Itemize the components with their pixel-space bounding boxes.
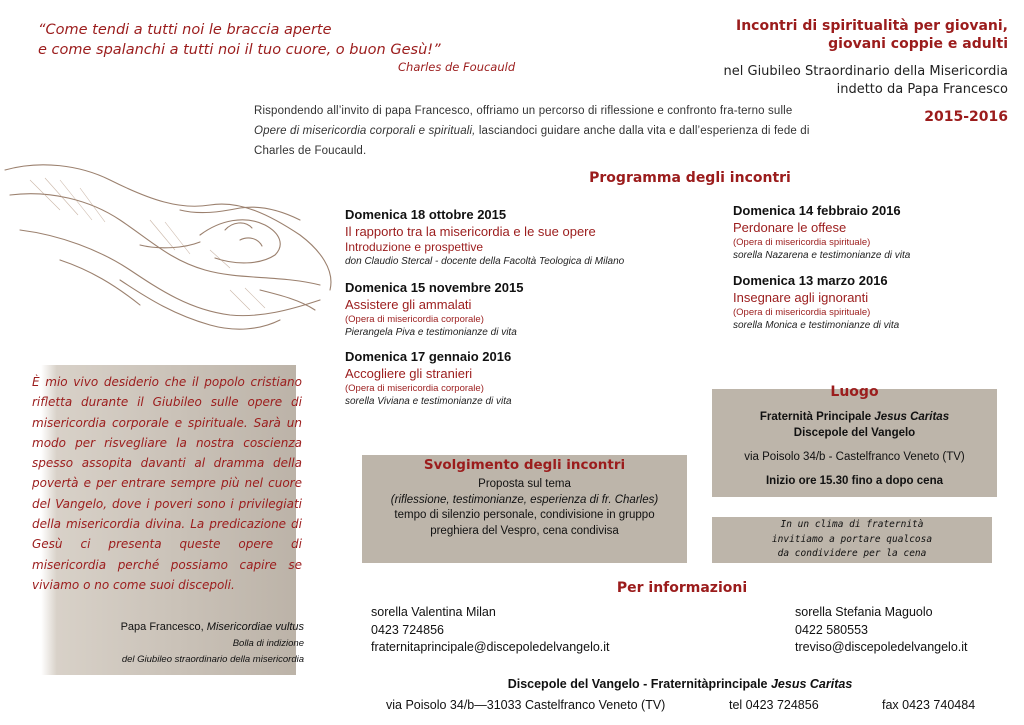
footer-org-a: Discepole del Vangelo - Fraternitàprincipale	[507, 677, 771, 691]
title-line-2: giovani coppie e adulti	[828, 36, 1008, 52]
event-subtitle: (Opera di misericordia spirituale)	[733, 237, 871, 248]
intro-part-2: lasciandoci guidare anche dalla vita e dall’esperienza di fede di Charles de Foucauld.	[254, 125, 810, 157]
event-date: Domenica 14 febbraio 2016	[733, 203, 901, 218]
svolgimento-text	[362, 477, 687, 539]
info-heading: Per informazioni	[616, 580, 748, 596]
luogo-name-a: Fraternità Principale	[759, 411, 875, 423]
quote-line-1: Come tendi a tutti noi le braccia aperte	[45, 22, 332, 38]
luogo-name-b: Jesus Caritas	[874, 411, 950, 423]
event-subtitle: (Opera di misericordia corporale)	[345, 383, 484, 394]
event-4	[733, 202, 1003, 263]
signature-work: Misericordiae vultus	[206, 621, 304, 633]
title-line-1: Incontri di spiritualità per giovani,	[736, 18, 1008, 34]
footer-organization	[300, 677, 1024, 691]
clima-line-2: invitiamo a portare qualcosa	[771, 533, 933, 545]
hands-illustration	[0, 150, 340, 340]
luogo-text	[712, 409, 997, 489]
event-3	[345, 348, 665, 409]
event-speaker: sorella Nazarena e testimonianze di vita	[733, 250, 911, 261]
event-5	[733, 272, 1003, 333]
years: 2015-2016	[924, 109, 1008, 125]
contact-name: sorella Valentina Milan	[371, 605, 496, 619]
footer-org-b: Jesus Caritas	[770, 677, 853, 691]
svolgimento-line-1: Proposta sul tema	[478, 478, 571, 490]
contact-phone: 0422 580553	[795, 622, 868, 637]
event-date: Domenica 15 novembre 2015	[345, 280, 524, 295]
event-title: Accogliere gli stranieri	[345, 366, 473, 381]
event-date: Domenica 17 gennaio 2016	[345, 349, 512, 364]
contact-1	[371, 604, 610, 657]
pope-quote: È mio vivo desiderio che il popolo cristiano rifletta durante il Giubileo sulle opere di misericordia corporale e spirituale. Sarà un modo per risvegliare la nostra coscienza spesso assopita davanti al dramma della povertà e per entrare sempre più nel cuore del Vangelo, dove i poveri sono i privilegiati della misericordia divina. La predicazione di Gesù ci presenta queste opere di misericordia perché possiamo capire se viviamo o no come suoi discepoli.	[32, 375, 302, 592]
subtitle-line-1: nel Giubileo Straordinario della Misericordia	[723, 64, 1008, 79]
subtitle	[688, 63, 1008, 99]
clima-line-3: da condividere per la cena	[777, 548, 927, 559]
signature-line-3: del Giubileo straordinario della misericordia	[121, 654, 304, 665]
subtitle-line-2: indetto da Papa Francesco	[836, 82, 1008, 97]
quote-line-2: e come spalanchi a tutti noi il tuo cuore, o buon Gesù!”	[38, 42, 441, 58]
luogo-time: Inizio ore 15.30 fino a dopo cena	[765, 475, 943, 487]
svolgimento-line-3: tempo di silenzio personale, condivisione in gruppo	[394, 509, 655, 521]
event-title: Il rapporto tra la misericordia e le sue opere	[345, 224, 596, 239]
signature-name: Papa Francesco,	[120, 621, 207, 633]
event-title: Perdonare le offese	[733, 220, 847, 235]
event-speaker: Pierangela Piva e testimonianze di vita	[345, 327, 517, 338]
event-2	[345, 279, 665, 340]
contact-name: sorella Stefania Maguolo	[795, 605, 933, 619]
event-speaker: don Claudio Stercal - docente della Facoltà Teologica di Milano	[345, 256, 625, 267]
event-1	[345, 206, 665, 269]
event-subtitle: (Opera di misericordia corporale)	[345, 314, 484, 325]
opening-quote	[38, 20, 458, 60]
page-title	[688, 17, 1008, 53]
quote-author: Charles de Foucauld	[398, 60, 516, 74]
pope-quote-signature	[60, 618, 304, 668]
event-subtitle: Introduzione e prospettive	[345, 240, 484, 254]
footer-tel: tel 0423 724856	[729, 698, 819, 712]
luogo-heading: Luogo	[830, 384, 879, 400]
contact-2	[795, 604, 968, 657]
footer-fax: fax 0423 740484	[882, 698, 976, 712]
contact-phone: 0423 724856	[371, 622, 444, 637]
intro-part-1: Rispondendo all’invito di papa Francesco, offriamo un percorso di riflessione e confronto fra-terno sulle	[254, 105, 793, 117]
svolgimento-line-4: preghiera del Vespro, cena condivisa	[430, 524, 619, 537]
svolgimento-line-2: (riflessione, testimonianze, esperienza di fr. Charles)	[390, 493, 659, 506]
clima-line-1: In un clima di fraternità	[780, 519, 924, 530]
intro-italic: Opere di misericordia corporali e spirituali,	[254, 125, 476, 137]
program-heading: Programma degli incontri	[589, 170, 791, 186]
contact-email[interactable]: fraternitaprincipale@discepoledelvangelo.it	[371, 640, 610, 654]
event-title: Assistere gli ammalati	[345, 297, 472, 312]
clima-text	[712, 518, 992, 562]
event-speaker: sorella Monica e testimonianze di vita	[733, 320, 900, 331]
svolgimento-heading: Svolgimento degli incontri	[423, 457, 626, 473]
event-speaker: sorella Viviana e testimonianze di vita	[345, 396, 512, 407]
luogo-org: Discepole del Vangelo	[793, 427, 916, 439]
luogo-name	[712, 409, 997, 425]
signature-line-2: Bolla di indizione	[232, 638, 304, 649]
event-date: Domenica 13 marzo 2016	[733, 273, 888, 288]
event-title: Insegnare agli ignoranti	[733, 290, 869, 305]
event-subtitle: (Opera di misericordia spirituale)	[733, 307, 871, 318]
contact-email[interactable]: treviso@discepoledelvangelo.it	[795, 640, 968, 654]
luogo-address: via Poisolo 34/b - Castelfranco Veneto (TV)	[744, 451, 965, 463]
footer-address: via Poisolo 34/b—31033 Castelfranco Veneto (TV)	[386, 698, 666, 712]
quote-open-mark: “	[38, 22, 46, 38]
event-date: Domenica 18 ottobre 2015	[345, 207, 507, 222]
